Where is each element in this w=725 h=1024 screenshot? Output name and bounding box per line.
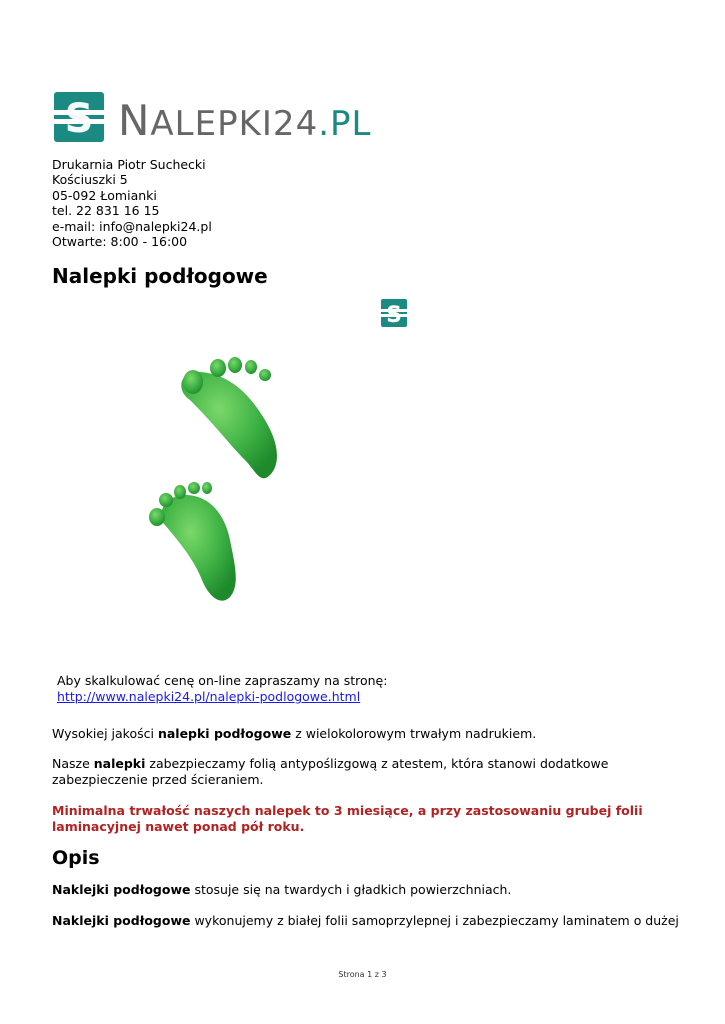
footprint-lower-icon — [149, 482, 236, 601]
bold-term: nalepki podłogowe — [157, 726, 292, 741]
calc-link[interactable]: http://www.nalepki24.pl/nalepki-podlogowe.html — [57, 689, 361, 704]
section-heading-opis: Opis — [52, 847, 100, 869]
footprint-upper-icon — [181, 357, 277, 478]
paragraph-protection: Nasze nalepki zabezpieczamy folią antypoślizgową z atestem, która stanowi dodatkowe zabezpieczenie przed ścieraniem. — [52, 756, 609, 787]
logo-s-icon — [54, 92, 104, 142]
small-s-logo-icon — [381, 299, 407, 327]
company-address — [52, 157, 212, 249]
footprints-image — [70, 310, 356, 664]
paragraph-surfaces: Naklejki podłogowe stosuje się na twardych i gładkich powierzchniach. — [52, 882, 512, 897]
nalepki24-logo[interactable] — [54, 92, 372, 145]
paragraph-material: Naklejki podłogowe wykonujemy z białej folii samoprzylepnej i zabezpieczamy laminatem o dużej — [52, 913, 679, 928]
paragraph-durability: Minimalna trwałość naszych nalepek to 3 miesiące, a przy zastosowaniu grubej folii laminacyjnej nawet ponad pół roku. — [52, 803, 643, 834]
paragraph-quality: Wysokiej jakości nalepki podłogowe z wielokolorowym trwałym nadrukiem. — [52, 726, 537, 741]
svg-text:S: S — [64, 96, 94, 142]
price-calculator-note — [57, 673, 387, 705]
bold-term: Naklejki podłogowe — [52, 882, 191, 897]
bold-term: Naklejki podłogowe — [52, 913, 191, 928]
city: 05-092 Łomianki — [52, 187, 157, 203]
logo-wordmark: NALEPKI24.PL — [118, 96, 372, 145]
calc-text: Aby skalkulować cenę on-line zapraszamy na stronę: — [57, 673, 388, 688]
page-title: Nalepki podłogowe — [52, 264, 268, 288]
svg-text:S: S — [386, 303, 402, 327]
bold-term: nalepki — [93, 756, 146, 771]
company-name: Drukarnia Piotr Suchecki — [52, 157, 206, 172]
phone: tel. 22 831 16 15 — [52, 203, 160, 219]
email: e-mail: info@nalepki24.pl — [52, 218, 212, 234]
page-number: Strona 1 z 3 — [338, 970, 387, 979]
street: Kościuszki 5 — [52, 172, 128, 188]
opening-hours: Otwarte: 8:00 - 16:00 — [52, 234, 188, 250]
